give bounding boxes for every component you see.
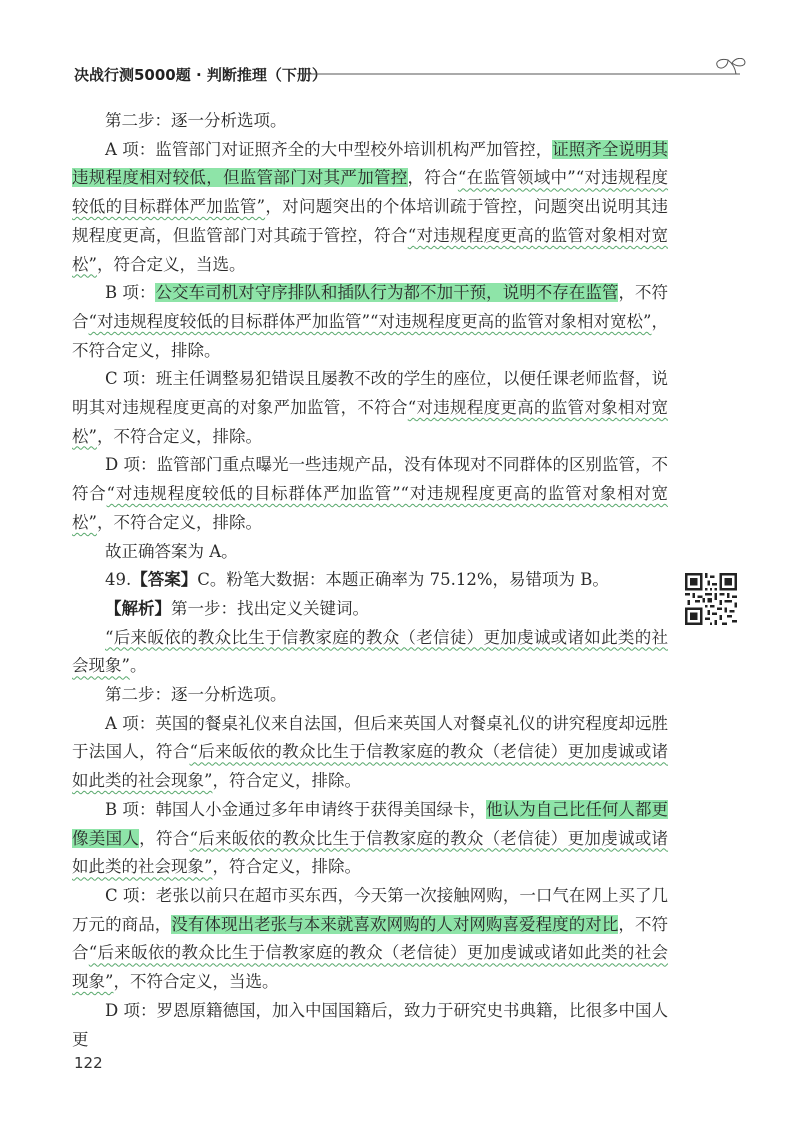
page-number: 122 <box>74 1054 103 1072</box>
text: ，对问题突出的个体培训疏于管控，问题突出说明其违规程度更高，但监管部门对其疏于管控，符合 <box>72 197 669 245</box>
highlight: 没有体现出老张与本来就喜欢网购的人对网购喜爱程度的对比 <box>171 914 619 934</box>
content-body <box>72 107 668 1054</box>
text: ，不符合定义，排除。 <box>72 311 669 360</box>
highlight: 证照齐全说明其违规程度相对较低，但监管部门对其严加管控 <box>72 139 668 188</box>
paragraph-definition <box>72 624 668 681</box>
text: ，符合定义，当选。 <box>96 254 246 274</box>
paragraph-step-two: 第二步：逐一分析选项。 <box>105 111 287 130</box>
header-rule-sprout-icon <box>74 58 746 88</box>
text: ，不符合定义，排除。 <box>96 512 262 532</box>
page-header <box>74 58 746 88</box>
wavy-underline: “对违规程度较低的目标群体严加监管”“对违规程度更高的监管对象相对宽松” <box>88 311 652 331</box>
text: C 项：老张以前只在超市买东西，今天第一次接触网购，一口气在网上买了几万元的商品， <box>72 885 668 934</box>
text: ，符合 <box>407 168 458 188</box>
wavy-underline: “后来皈依的教众比生于信教家庭的教众（老信徒）更加虔诚或诸如此类的社会现象” <box>72 627 668 676</box>
text: 。 <box>129 656 147 676</box>
paragraph-q49-option-b <box>72 796 668 882</box>
header-title: 决战行测5000题 · 判断推理（下册） <box>74 66 327 84</box>
text: ，不符合 <box>72 283 669 331</box>
text: B 项：韩国人小金通过多年申请终于获得美国绿卡， <box>105 799 487 819</box>
text: ，符合定义，排除。 <box>212 857 361 877</box>
text: C。粉笔大数据：本题正确率为 75.12%，易错项为 B。 <box>197 570 609 590</box>
wavy-underline: “后来皈依的教众比生于信教家庭的教众（老信徒）更加虔诚或诸如此类的社会现象” <box>72 828 669 877</box>
wavy-underline: “对违规程度较低的目标群体严加监管”“对违规程度更高的监管对象相对宽松” <box>72 484 668 532</box>
highlight: 公交车司机对守序排队和插队行为都不加干预，说明不存在监管 <box>155 283 619 303</box>
text: A 项：英国的餐桌礼仪来自法国，但后来英国人对餐桌礼仪的讲究程度却远胜于法国人，符合 <box>72 713 668 762</box>
qr-code-icon <box>685 573 737 625</box>
paragraph-option-c <box>72 365 668 451</box>
analysis-label: 【解析】 <box>105 598 171 618</box>
answer-label: 【答案】 <box>131 570 198 590</box>
wavy-underline: “后来皈依的教众比生于信教家庭的教众（老信徒）更加虔诚或诸如此类的社会现象” <box>72 943 669 992</box>
text: ，不符合 <box>72 914 669 963</box>
text: 第一步：找出定义关键词。 <box>171 598 369 618</box>
paragraph-step-two-b: 第二步：逐一分析选项。 <box>105 685 287 705</box>
paragraph-option-d <box>72 451 668 537</box>
paragraph-analysis <box>72 595 668 624</box>
paragraph-q49-option-d: D 项：罗恩原籍德国，加入中国国籍后，致力于研究史书典籍，比很多中国人更 <box>72 1000 668 1049</box>
text: ，不符合定义，排除。 <box>96 426 262 446</box>
paragraph-question-49-answer <box>72 566 668 595</box>
text: C 项：班主任调整易犯错误且屡教不改的学生的座位，以便任课老师监督，说明其对违规程度更高的对象严加监管，不符合 <box>72 369 668 418</box>
paragraph-option-a <box>72 136 668 280</box>
highlight: 他认为自己比任何人都更像美国人 <box>72 799 668 848</box>
wavy-underline: “对违规程度更高的监管对象相对宽松” <box>72 225 668 274</box>
paragraph-option-b <box>72 279 668 365</box>
text: A 项：监管部门对证照齐全的大中型校外培训机构严加管控， <box>105 139 553 159</box>
text: B 项： <box>105 283 156 303</box>
wavy-underline: “在监管领域中”“对违规程度较低的目标群体严加监管” <box>72 168 669 217</box>
wavy-underline: “后来皈依的教众比生于信教家庭的教众（老信徒）更加虔诚或诸如此类的社会现象” <box>72 742 669 791</box>
text: ，不符合定义，当选。 <box>113 972 279 992</box>
text: D 项：监管部门重点曝光一些违规产品，没有体现对不同群体的区别监管，不符合 <box>72 455 668 504</box>
paragraph-answer-conclusion: 故正确答案为 A。 <box>105 541 238 561</box>
text: ，符合定义，排除。 <box>212 771 361 791</box>
question-number: 49. <box>105 570 132 590</box>
text: ，符合 <box>139 828 190 848</box>
wavy-underline: “对违规程度更高的监管对象相对宽松” <box>72 398 668 446</box>
paragraph-q49-option-a <box>72 710 668 796</box>
paragraph-q49-option-c <box>72 882 668 997</box>
